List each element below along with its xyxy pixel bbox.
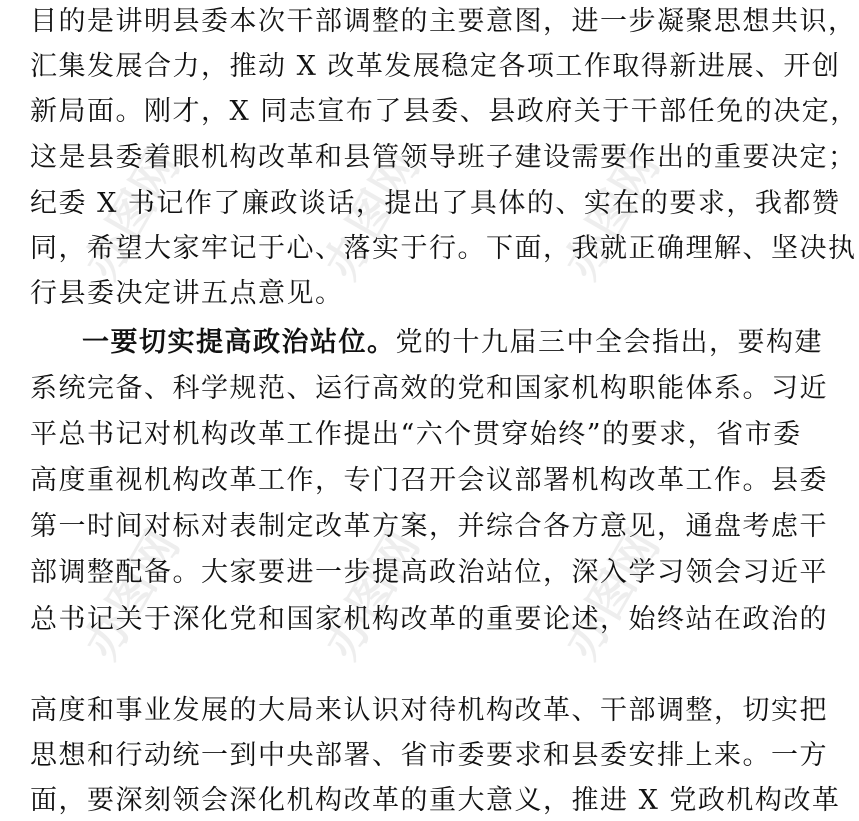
paragraph-line: 汇集发展合力，推动 X 改革发展稳定各项工作取得新进展、开创: [30, 51, 841, 82]
watermark: 办图网: [73, 521, 190, 668]
paragraph-line: 纪委 X 书记作了廉政谈话，提出了具体的、实在的要求，我都赞: [30, 188, 841, 219]
watermark: 办图网: [553, 521, 670, 668]
paragraph-line: 平总书记对机构改革工作提出“六个贯穿始终”的要求，省市委: [30, 419, 802, 450]
paragraph-line: 高度重视机构改革工作，专门召开会议部署机构改革工作。县委: [30, 465, 828, 496]
section-heading: 一要切实提高政治站位。: [82, 327, 396, 358]
paragraph-line: 这是县委着眼机构改革和县管领导班子建设需要作出的重要决定；: [30, 142, 857, 173]
paragraph-line: 总书记关于深化党和国家机构改革的重要论述，始终站在政治的: [30, 604, 828, 635]
paragraph-line: 高度和事业发展的大局来认识对待机构改革、干部调整，切实把: [30, 695, 828, 726]
watermark: 办图网: [73, 141, 190, 288]
watermark: 办图网: [313, 141, 430, 288]
section-heading-line: [82, 323, 823, 363]
paragraph-line: 新局面。刚才，X 同志宣布了县委、县政府关于干部任免的决定，: [30, 96, 859, 127]
watermark: 办图网: [553, 141, 670, 288]
paragraph-line: 第一时间对标对表制定改革方案，并综合各方意见，通盘考虑干: [30, 511, 828, 542]
paragraph-line: 部调整配备。大家要进一步提高政治站位，深入学习领会习近平: [30, 557, 828, 588]
watermark: 办图网: [313, 521, 430, 668]
paragraph-line: 面，要深刻领会深化机构改革的重大意义，推进 X 党政机构改革: [30, 785, 841, 816]
paragraph-line: 行县委决定讲五点意见。: [30, 278, 344, 309]
paragraph-line: 同，希望大家牢记于心、落实于行。下面，我就正确理解、坚决执: [30, 233, 857, 264]
section-heading-rest: 党的十九届三中全会指出，要构建: [395, 327, 823, 358]
paragraph-line: 目的是讲明县委本次干部调整的主要意图，进一步凝聚思想共识，: [30, 6, 857, 37]
paragraph-line: 思想和行动统一到中央部署、省市委要求和县委安排上来。一方: [30, 740, 828, 771]
paragraph-line: 系统完备、科学规范、运行高效的党和国家机构职能体系。习近: [30, 373, 828, 404]
